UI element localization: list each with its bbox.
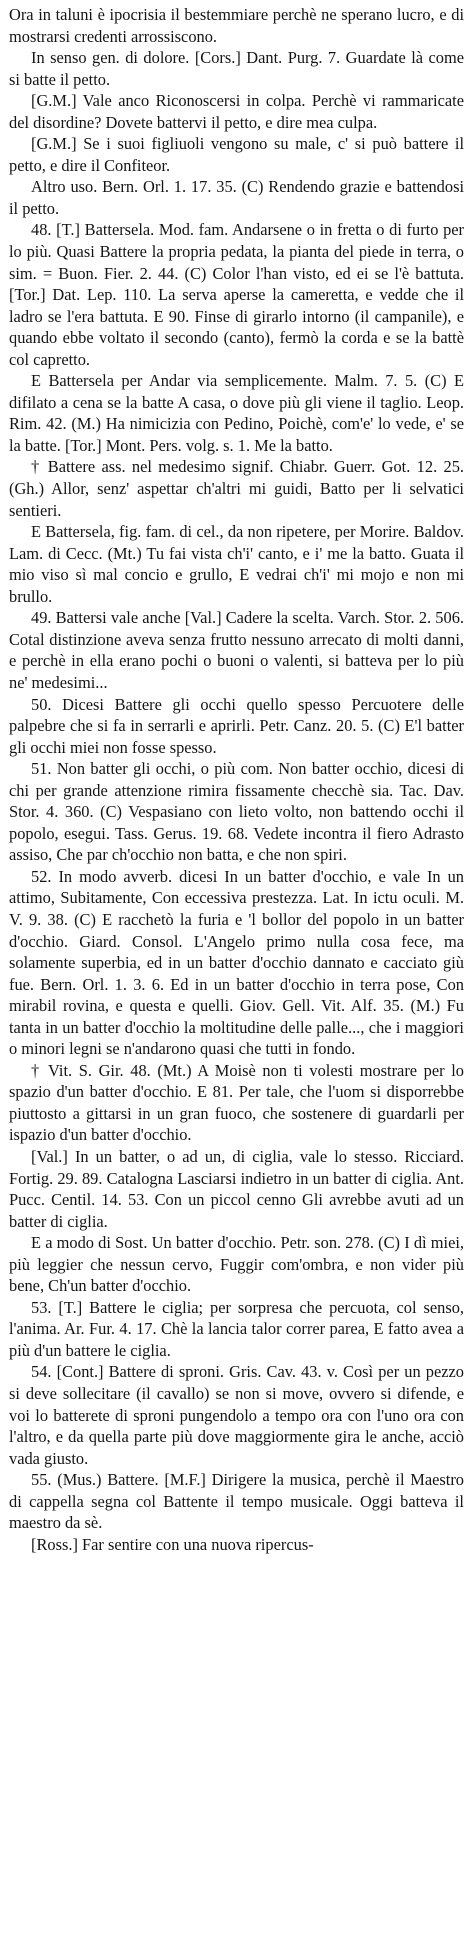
entry-paragraph: † Vit. S. Gir. 48. (Mt.) A Moisè non ti volesti mostrare per lo spazio d'un batter d'occhio. E 81. Per tale, che l'uom si disporrebbe piuttosto a gittarsi in un gran fuoco, che sostenere di guardarli per ispazio d'un batter d'occhio. (9, 1060, 464, 1145)
entry-paragraph: 49. Battersi vale anche [Val.] Cadere la scelta. Varch. Stor. 2. 506. Cotal distinzione aveva senza frutto nessuno arrecato di molti danni, e perchè in ella erano pochi o buoni o valenti, si batteva per lo più ne' medesimi... (9, 608, 464, 692)
entry-paragraph: E Battersela per Andar via semplicemente. Malm. 7. 5. (C) E difilato a cena se la batte A casa, o dove più gli viene il taglio. Leop. Rim. 42. (M.) Ha nimicizia con Pedino, Poichè, com'e' lo vede, e' se la batte. [Tor.] Mont. Pers. volg. s. 1. Me la batto. (9, 371, 464, 455)
entry-paragraph: 54. [Cont.] Battere di sproni. Gris. Cav. 43. v. Così per un pezzo si deve sollecitare (il cavallo) se non si move, ovvero si difende, e voi lo batterete di sproni pungendolo a tempo ora con l'uno ora con l'altro, e da quella parte più dove maggiormente gira le anche, acciò vada giusto. (9, 1362, 464, 1468)
entry-paragraph: Altro uso. Bern. Orl. 1. 17. 35. (C) Rendendo grazie e battendosi il petto. (9, 177, 464, 218)
entry-paragraph: 55. (Mus.) Battere. [M.F.] Dirigere la musica, perchè il Maestro di cappella segna col Battente il tempo musicale. Oggi batteva il maestro da sè. (9, 1470, 464, 1533)
entry-paragraph: [Val.] In un batter, o ad un, di ciglia, vale lo stesso. Ricciard. Fortig. 29. 89. Catalogna Lasciarsi indietro in un batter di ciglia. Ant. Pucc. Centil. 14. 53. Con un piccol cenno Gli avrebbe avuti ad un batter di ciglia. (9, 1146, 464, 1231)
entry-paragraph: In senso gen. di dolore. [Cors.] Dant. Purg. 7. Guardate là come si batte il petto. (9, 48, 464, 89)
entry-paragraph: † Battere ass. nel medesimo signif. Chiabr. Guerr. Got. 12. 25. (Gh.) Allor, senz' aspettar ch'altri mi guidi, Batto per li selvatici sentieri. (9, 457, 464, 520)
entry-paragraph: Ora in taluni è ipocrisia il bestemmiare perchè ne sperano lucro, e di mostrarsi credenti arrossiscono. (9, 5, 464, 46)
entry-paragraph: [G.M.] Vale anco Riconoscersi in colpa. Perchè vi rammaricate del disordine? Dovete battervi il petto, e dire mea culpa. (9, 91, 464, 132)
entry-paragraph: E a modo di Sost. Un batter d'occhio. Petr. son. 278. (C) I dì miei, più leggier che nessun cervo, Fuggir com'ombra, e non vider più bene, Ch'un batter d'occhio. (9, 1233, 464, 1296)
entry-paragraph: E Battersela, fig. fam. di cel., da non ripetere, per Morire. Baldov. Lam. di Cecc. (Mt.) Tu fai vista ch'i' canto, e i' me la batto. Guata il mio viso sì mal concio e grullo, E vedrai ch'i' mi mojo e non mi brullo. (9, 522, 464, 606)
entry-paragraph: 53. [T.] Battere le ciglia; per sorpresa che percuota, col senso, l'anima. Ar. Fur. 4. 17. Chè la lancia talor correr parea, E fatto avea a più d'un battere le ciglia. (9, 1297, 464, 1360)
entry-paragraph: [G.M.] Se i suoi figliuoli vengono su male, c' si può battere il petto, e dire il Confiteor. (9, 134, 464, 175)
entry-paragraph: 48. [T.] Battersela. Mod. fam. Andarsene o in fretta o di furto per lo più. Quasi Battere la propria pedata, la pianta del piede in terra, o sim. = Buon. Fier. 2. 44. (C) Color l'han visto, ed ei se l'è battuta. [Tor.] Dat. Lep. 110. La serva aperse la cameretta, e vedde che il ladro se l'era battuta. E 90. Finse di girarlo intorno (il campanile), e quando ebbe voltato il secondo (canto), fermò la corda e se la battè col capretto. (9, 220, 464, 369)
entry-paragraph: 50. Dicesi Battere gli occhi quello spesso Percuotere delle palpebre che si fa in serrarli e aprirli. Petr. Canz. 20. 5. (C) E'l batter gli occhi miei non fosse spesso. (9, 694, 464, 757)
entry-paragraph: [Ross.] Far sentire con una nuova ripercus- (31, 1534, 314, 1554)
entry-paragraph: 51. Non batter gli occhi, o più com. Non batter occhio, dicesi di chi per grande attenzione rimira fissamente checchè sia. Tac. Dav. Stor. 4. 360. (C) Vespasiano con lieto volto, non battendo occhi il popolo, esegui. Tass. Gerus. 19. 68. Vedete incontra il fiero Adrasto assiso, Che par ch'occhio non batta, e che non spiri. (9, 759, 464, 865)
entry-paragraph: 52. In modo avverb. dicesi In un batter d'occhio, e vale In un attimo, Subitamente, Con eccessiva prestezza. Lat. In ictu oculi. M. V. 9. 38. (C) E racchetò la furia e 'l bollor del popolo in un batter d'occhio. Giard. Consol. L'Angelo primo nulla cosa fece, ma solamente superbia, ed in un batter d'occhio dannato e cacciato giù fue. Bern. Orl. 1. 3. 6. Ed in un batter d'occhio in terra pose, Con mirabil rovina, e questa e quelli. Giov. Gell. Vit. Alf. 35. (M.) Fu tanta in un batter d'occhio la moltitudine delle palle..., che i maggiori o minori legni se n'andarono quasi che tutti in fondo. (9, 866, 464, 1059)
